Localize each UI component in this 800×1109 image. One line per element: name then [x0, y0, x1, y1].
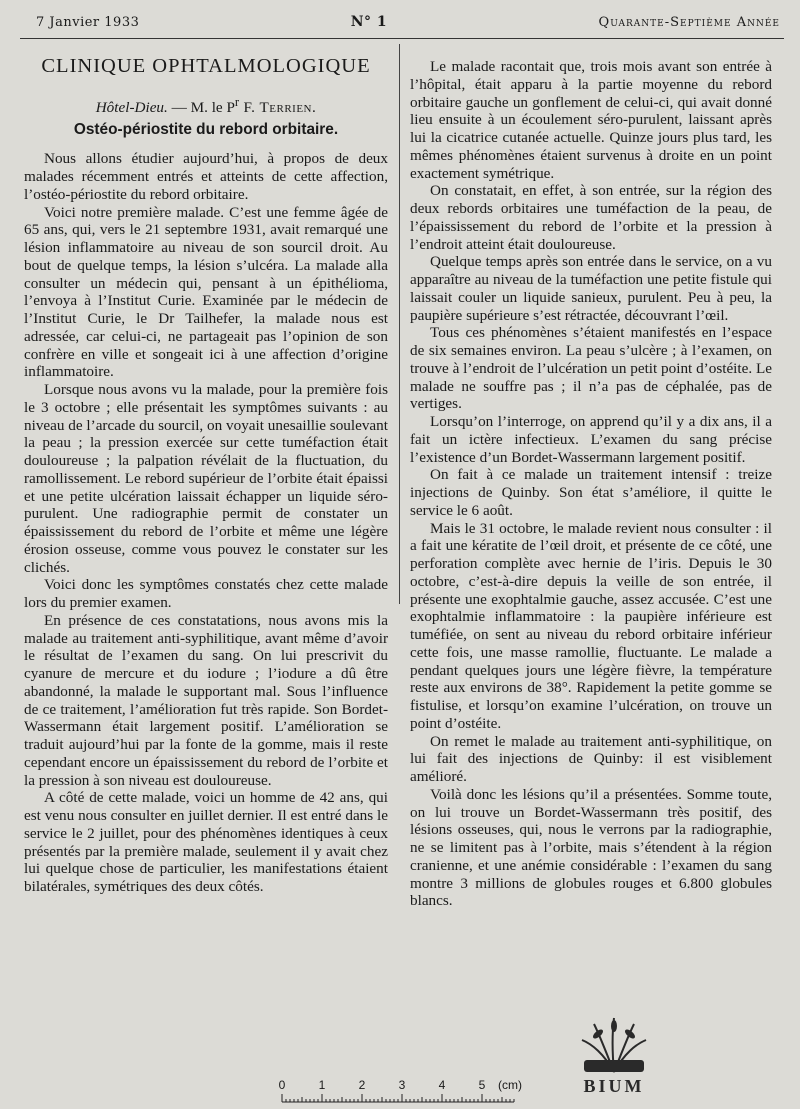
- header-rule: [20, 38, 784, 39]
- issue-number: N° 1: [350, 14, 388, 30]
- byline-place: Hôtel-Dieu.: [95, 98, 168, 116]
- paragraph: Lorsque nous avons vu la malade, pour la première fois le 3 octobre ; elle présentait les symptômes suivants : au niveau de l’arcade du sourcil, on voyait unesaillie soulevant la peau ; la pression exercée sur cette tuméfaction était douloureuse ; la palpation révélait de la fluctuation, du ramollissement. Le rebord supérieur de l’orbite était épaissi et une petite ulcération laissait échapper un liquide séro-purulent. Une radiographie permit de constater un épaississement du rebord de l’orbite et même une légère érosion osseuse, comme vous pouvez le constater sur les clichés.: [24, 381, 388, 576]
- scale-unit: (cm): [498, 1078, 522, 1092]
- scale-tick-label: 3: [398, 1078, 406, 1092]
- paragraph: Voici donc les symptômes constatés chez cette malade lors du premier examen.: [24, 576, 388, 612]
- paragraph: Quelque temps après son entrée dans le service, on a vu apparaître au niveau de la tuméfaction une petite fistule qui laissait couler un liquide sanieux, purulent. Peu à peu, la paupière supérieure s’est rétractée, découvrant l’œil.: [410, 253, 772, 324]
- paragraph: Voilà donc les lésions qu’il a présentées. Somme toute, on lui trouve un Bordet-Wassermann très positif, des lésions osseuses, qui, nous le verrons par la radiographie, ne se limitent pas à l’orbite, mais s’étendent à la région cranienne, et une anémie considérable : l’examen du sang montre 3 millions de globules rouges et 6.800 globules blancs.: [410, 785, 772, 910]
- byline-prefix: — M. le P: [167, 98, 235, 116]
- paragraph: Lorsqu’on l’interroge, on apprend qu’il y a dix ans, il a fait un ictère infectieux. L’examen du sang précise l’existence d’un Bordet-Wassermann largement positif.: [410, 413, 772, 466]
- paragraph: On fait à ce malade un traitement intensif : treize injections de Quinby. Son état s’améliore, il quitte le service le 6 août.: [410, 466, 772, 519]
- scale-ruler: [278, 1092, 518, 1104]
- paragraph: Le malade racontait que, trois mois avant son entrée à l’hôpital, était apparu à la partie moyenne du rebord orbitaire gauche un gonflement de celui-ci, qui avait donné lieu ensuite à un écoulement séro-purulent, laissant après lui la cicatrice cutanée actuelle. Quinze jours plus tard, les mêmes phénomènes étaient survenus à droite en un point exactement symétrique.: [410, 58, 772, 182]
- article-subtitle: Ostéo-périostite du rebord orbitaire.: [73, 120, 339, 138]
- issue-date: 7 Janvier 1933: [36, 15, 140, 30]
- paragraph: Tous ces phénomènes s’étaient manifestés en l’espace de six semaines environ. La peau s’ulcère ; à l’examen, on trouve à l’endroit de l’ulcération un petit point d’ostéite. Le malade ne souffre pas ; il n’a pas de céphalée, pas de vertiges.: [410, 324, 772, 413]
- scale-tick-label: 0: [278, 1078, 286, 1092]
- left-column: [24, 52, 388, 896]
- scale-tick-label: 4: [438, 1078, 446, 1092]
- page-header: [36, 14, 780, 36]
- scale-tick-label: 5: [478, 1078, 486, 1092]
- article-byline: [24, 94, 388, 117]
- logo-text: BIUM: [583, 1076, 645, 1096]
- paragraph: Mais le 31 octobre, le malade revient nous consulter : il a fait une kératite de l’œil droit, et présente de ce côté, une perforation complète avec hernie de l’iris. Depuis le 30 octobre, c’est-à-dire depuis la veille de son entrée, il présente une exophtalmie gauche, assez accusée. C’est une exophtalmie inflammatoire : la paupière inférieure est tuméfiée, on sent au niveau du rebord orbitaire inférieur cette fois, une masse ramollie, fluctuante. Le malade a pendant quelques jours une légère fièvre, la température reste aux environs de 38°. Rapidement la petite gomme se fistulise, et lorsqu’on examine l’ulcération, on trouve un point d’ostéite.: [410, 519, 772, 732]
- publication-year: Quarante-Septième Année: [598, 15, 780, 30]
- paragraph: En présence de ces constatations, nous avons mis la malade au traitement anti-syphilitique, avant même d’avoir le résultat de l’examen du sang. On lui prescrivit du cyanure de mercure et du iodure ; l’iodure a dû être abandonné, la malade le supportant mal. Sous l’influence de ce traitement, l’amélioration fut très rapide. Son Bordet-Wassermann était largement positif. L’amélioration se traduit aujourd’hui par la fonte de la gomme, mais il reste cependant encore un épaississement du rebord de l’orbite et la pression à son niveau est douloureuse.: [24, 611, 388, 789]
- scale-bar: [270, 1078, 520, 1106]
- paragraph: Voici notre première malade. C’est une femme âgée de 65 ans, qui, vers le 21 septembre 1931, avait remarqué une lésion inflammatoire au niveau de son sourcil droit. Au bout de quelque temps, la lésion s’ulcéra. La malade alla consulter un médecin qui, pensant à un épithélioma, l’envoya à l’Institut Curie. Examinée par le médecin de l’Institut Curie, le Dr Tailhefer, la malade nous est adressée, car celui-ci, ne partageait pas l’opinion de son confrère en ville et songeait ici à une affection d’origine inflammatoire.: [24, 203, 388, 381]
- column-divider: [399, 44, 400, 604]
- byline-name: F. Terrien.: [239, 98, 317, 116]
- article-title: CLINIQUE OPHTALMOLOGIQUE: [41, 55, 371, 77]
- paragraph: A côté de cette malade, voici un homme de 42 ans, qui est venu nous consulter en juillet dernier. Il est entré dans le service le 2 juillet, pour des phénomènes identiques à ceux présentés par la première malade, seulement il y avait chez lui quelque chose de particulier, les manifestations étaient bilatérales, symétriques des deux côtés.: [24, 789, 388, 896]
- paragraph: Nous allons étudier aujourd’hui, à propos de deux malades récemment entrés et atteints de cette affection, l’ostéo-périostite du rebord orbitaire.: [24, 150, 388, 203]
- paragraph: On constatait, en effet, à son entrée, sur la région des deux rebords orbitaires une tuméfaction de la peau, de l’épaississement du rebord de l’orbite et la pression à l’endroit atteint était douloureuse.: [410, 182, 772, 253]
- scale-tick-label: 2: [358, 1078, 366, 1092]
- scale-labels: [270, 1078, 520, 1092]
- paragraph: On remet le malade au traitement anti-syphilitique, on lui fait des injections de Quinby: il est visiblement amélioré.: [410, 732, 772, 785]
- right-column: [410, 58, 772, 910]
- byline-sup: r: [234, 94, 240, 109]
- scale-tick-label: 1: [318, 1078, 326, 1092]
